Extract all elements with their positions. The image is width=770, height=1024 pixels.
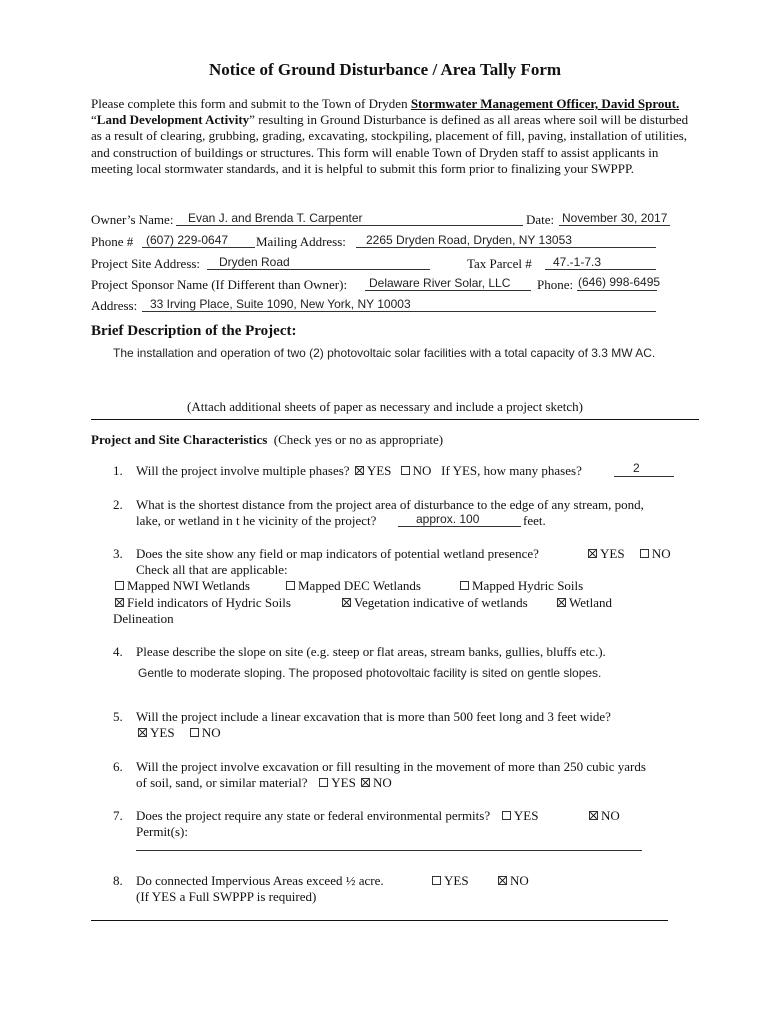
q1-yes-checkbox[interactable] <box>355 466 364 475</box>
attach-note: (Attach additional sheets of paper as necessary and include a project sketch) <box>187 399 583 414</box>
form-title: Notice of Ground Disturbance / Area Tally Form <box>208 60 562 79</box>
q7-yes-checkbox[interactable] <box>502 811 511 820</box>
q1-phases-field[interactable]: 2 <box>633 461 640 475</box>
sponsor-address-label: Address: <box>91 298 138 313</box>
q5-yes-label: YES <box>150 725 175 740</box>
description-field[interactable]: The installation and operation of two (2) photovoltaic solar facilities with a total capacity of 3.3 MW AC. <box>113 346 656 360</box>
sponsor-label: Project Sponsor Name (If Different than Owner): <box>91 277 348 292</box>
intro-text-3: ” resulting in Ground Disturbance is defined as all areas where soil will be disturbed as a result of clearing, grubbing, grading, excavating, stockpiling, placement of fill, paving, installation of utilities, and construction of buildings or structures. This form will enable Town of Dryden staff to assist applicants in meeting local stormwater standards, and it is helpful to submit this form prior to finalizing your SWPPP. <box>91 112 689 176</box>
q5-num: 5. <box>113 709 123 724</box>
q6-yes-label: YES <box>331 775 356 790</box>
q6-line2: of soil, sand, or similar material? <box>136 775 308 790</box>
q6-no-checkbox[interactable] <box>361 778 370 787</box>
q7-row <box>136 808 538 824</box>
q4-text: Please describe the slope on site (e.g. steep or flat areas, stream banks, gullies, bluffs etc.). <box>136 644 606 659</box>
opt-nwi-checkbox[interactable] <box>115 581 124 590</box>
intro-paragraph <box>91 96 691 177</box>
q5-yes-checkbox[interactable] <box>138 728 147 737</box>
opt-dec-label: Mapped DEC Wetlands <box>298 578 421 593</box>
q8-note: (If YES a Full SWPPP is required) <box>136 889 317 904</box>
q7-no-label: NO <box>601 808 620 823</box>
q1-row <box>136 463 582 479</box>
mailing-label: Mailing Address: <box>256 234 346 249</box>
date-field[interactable]: November 30, 2017 <box>562 211 668 225</box>
q6-no-label: NO <box>373 775 392 790</box>
intro-text-1: Please complete this form and submit to the Town of Dryden <box>91 96 411 111</box>
q5-answer <box>136 725 221 741</box>
q5-no-checkbox[interactable] <box>190 728 199 737</box>
q7-text: Does the project require any state or federal environmental permits? <box>136 808 491 823</box>
q3-num: 3. <box>113 546 123 561</box>
q3-text: Does the site show any field or map indicators of potential wetland presence? <box>136 546 539 561</box>
q7-permits-label: Permit(s): <box>136 824 188 839</box>
opt-vegetation-label: Vegetation indicative of wetlands <box>354 595 528 610</box>
intro-text-2: “ <box>91 112 97 128</box>
phone-field[interactable]: (607) 229-0647 <box>146 233 229 247</box>
q1-answer-line <box>614 476 674 477</box>
q5-text: Will the project include a linear excavation that is more than 500 feet long and 3 feet wide? <box>136 709 611 724</box>
q3-answer <box>586 546 671 562</box>
q1-followup: If YES, how many phases? <box>441 463 582 478</box>
q6-line1: Will the project involve excavation or fill resulting in the movement of more than 250 cubic yards <box>136 759 646 774</box>
q3-no-label: NO <box>651 546 671 561</box>
q1-yes-label: YES <box>366 463 392 478</box>
q3-yes-label: YES <box>600 546 625 561</box>
sponsor-name-field[interactable]: Delaware River Solar, LLC <box>369 276 511 290</box>
defined-term: Land Development Activity <box>96 112 250 128</box>
phone-label: Phone # <box>91 234 134 249</box>
q8-yes-label: YES <box>444 873 469 888</box>
q1-num: 1. <box>113 463 123 478</box>
q8-no-checkbox[interactable] <box>498 876 507 885</box>
q3-options-row1b <box>284 578 421 594</box>
q3-subtext: Check all that are applicable: <box>136 562 288 577</box>
q3-options-row2c <box>555 595 612 611</box>
q4-num: 4. <box>113 644 123 659</box>
q2-line1: What is the shortest distance from the project area of disturbance to the edge of any stream, pond, <box>136 497 644 512</box>
q7-num: 7. <box>113 808 123 823</box>
characteristics-heading-row <box>91 432 443 448</box>
q3-options-row1c <box>458 578 583 594</box>
q3-options-row1 <box>113 578 250 594</box>
q8-no-label: NO <box>510 873 529 888</box>
q7-no-wrap <box>587 808 620 824</box>
q8-text: Do connected Impervious Areas exceed ½ acre. <box>136 873 384 888</box>
opt-wetland-label: Wetland <box>569 595 612 610</box>
owner-name-field[interactable]: Evan J. and Brenda T. Carpenter <box>188 211 363 225</box>
q1-text: Will the project involve multiple phases? <box>136 463 350 478</box>
owner-label: Owner’s Name: <box>91 212 174 227</box>
q1-no-label: NO <box>412 463 432 478</box>
characteristics-heading: Project and Site Characteristics <box>91 432 268 447</box>
opt-dec-checkbox[interactable] <box>286 581 295 590</box>
opt-hydric-checkbox[interactable] <box>460 581 469 590</box>
mailing-address-field[interactable]: 2265 Dryden Road, Dryden, NY 13053 <box>366 233 572 247</box>
opt-field-indicators-checkbox[interactable] <box>115 598 124 607</box>
q8-yes-wrap <box>430 873 469 889</box>
q3-yes-checkbox[interactable] <box>588 549 597 558</box>
q8-no-wrap <box>496 873 529 889</box>
q2-line2: lake, or wetland in t he vicinity of the project? <box>136 513 377 528</box>
bottom-divider <box>91 920 668 921</box>
opt-vegetation-checkbox[interactable] <box>342 598 351 607</box>
tax-parcel-field[interactable]: 47.-1-7.3 <box>553 255 602 269</box>
site-address-label: Project Site Address: <box>91 256 201 271</box>
opt-wetland-delineation-checkbox[interactable] <box>557 598 566 607</box>
opt-hydric-label: Mapped Hydric Soils <box>472 578 584 593</box>
sponsor-phone-line <box>577 290 657 291</box>
date-label: Date: <box>526 212 555 227</box>
characteristics-instruction: (Check yes or no as appropriate) <box>273 432 444 447</box>
q6-line2-row <box>136 775 392 791</box>
q2-unit: feet. <box>523 513 546 528</box>
q3-no-checkbox[interactable] <box>640 549 649 558</box>
opt-field-indicators-label: Field indicators of Hydric Soils <box>127 595 291 610</box>
q5-no-label: NO <box>201 725 221 740</box>
q8-yes-checkbox[interactable] <box>432 876 441 885</box>
q2-num: 2. <box>113 497 123 512</box>
site-address-field[interactable]: Dryden Road <box>219 255 290 269</box>
sponsor-address-field[interactable]: 33 Irving Place, Suite 1090, New York, NY 10003 <box>150 297 411 311</box>
q6-yes-checkbox[interactable] <box>319 778 328 787</box>
q7-yes-label: YES <box>513 808 539 823</box>
opt-delineation-label: Delineation <box>113 611 174 626</box>
q8-num: 8. <box>113 873 123 888</box>
officer-name: Stormwater Management Officer, David Sprout. <box>410 96 680 111</box>
q6-num: 6. <box>113 759 123 774</box>
q7-permits-line[interactable] <box>136 850 642 851</box>
q1-no-checkbox[interactable] <box>401 466 410 475</box>
section-divider <box>91 419 699 420</box>
sponsor-phone-label: Phone: <box>537 277 574 292</box>
q7-no-checkbox[interactable] <box>589 811 598 820</box>
q2-distance-field[interactable]: approx. 100 <box>416 512 480 526</box>
tax-parcel-label: Tax Parcel # <box>467 256 532 271</box>
q4-slope-field[interactable]: Gentle to moderate sloping. The proposed photovoltaic facility is sited on gentle slopes. <box>138 666 602 680</box>
q3-options-row2 <box>113 595 291 611</box>
opt-nwi-label: Mapped NWI Wetlands <box>127 578 250 593</box>
description-heading: Brief Description of the Project: <box>91 323 297 339</box>
sponsor-phone-field[interactable]: (646) 998-6495 <box>578 275 661 289</box>
q3-options-row2b <box>340 595 528 611</box>
